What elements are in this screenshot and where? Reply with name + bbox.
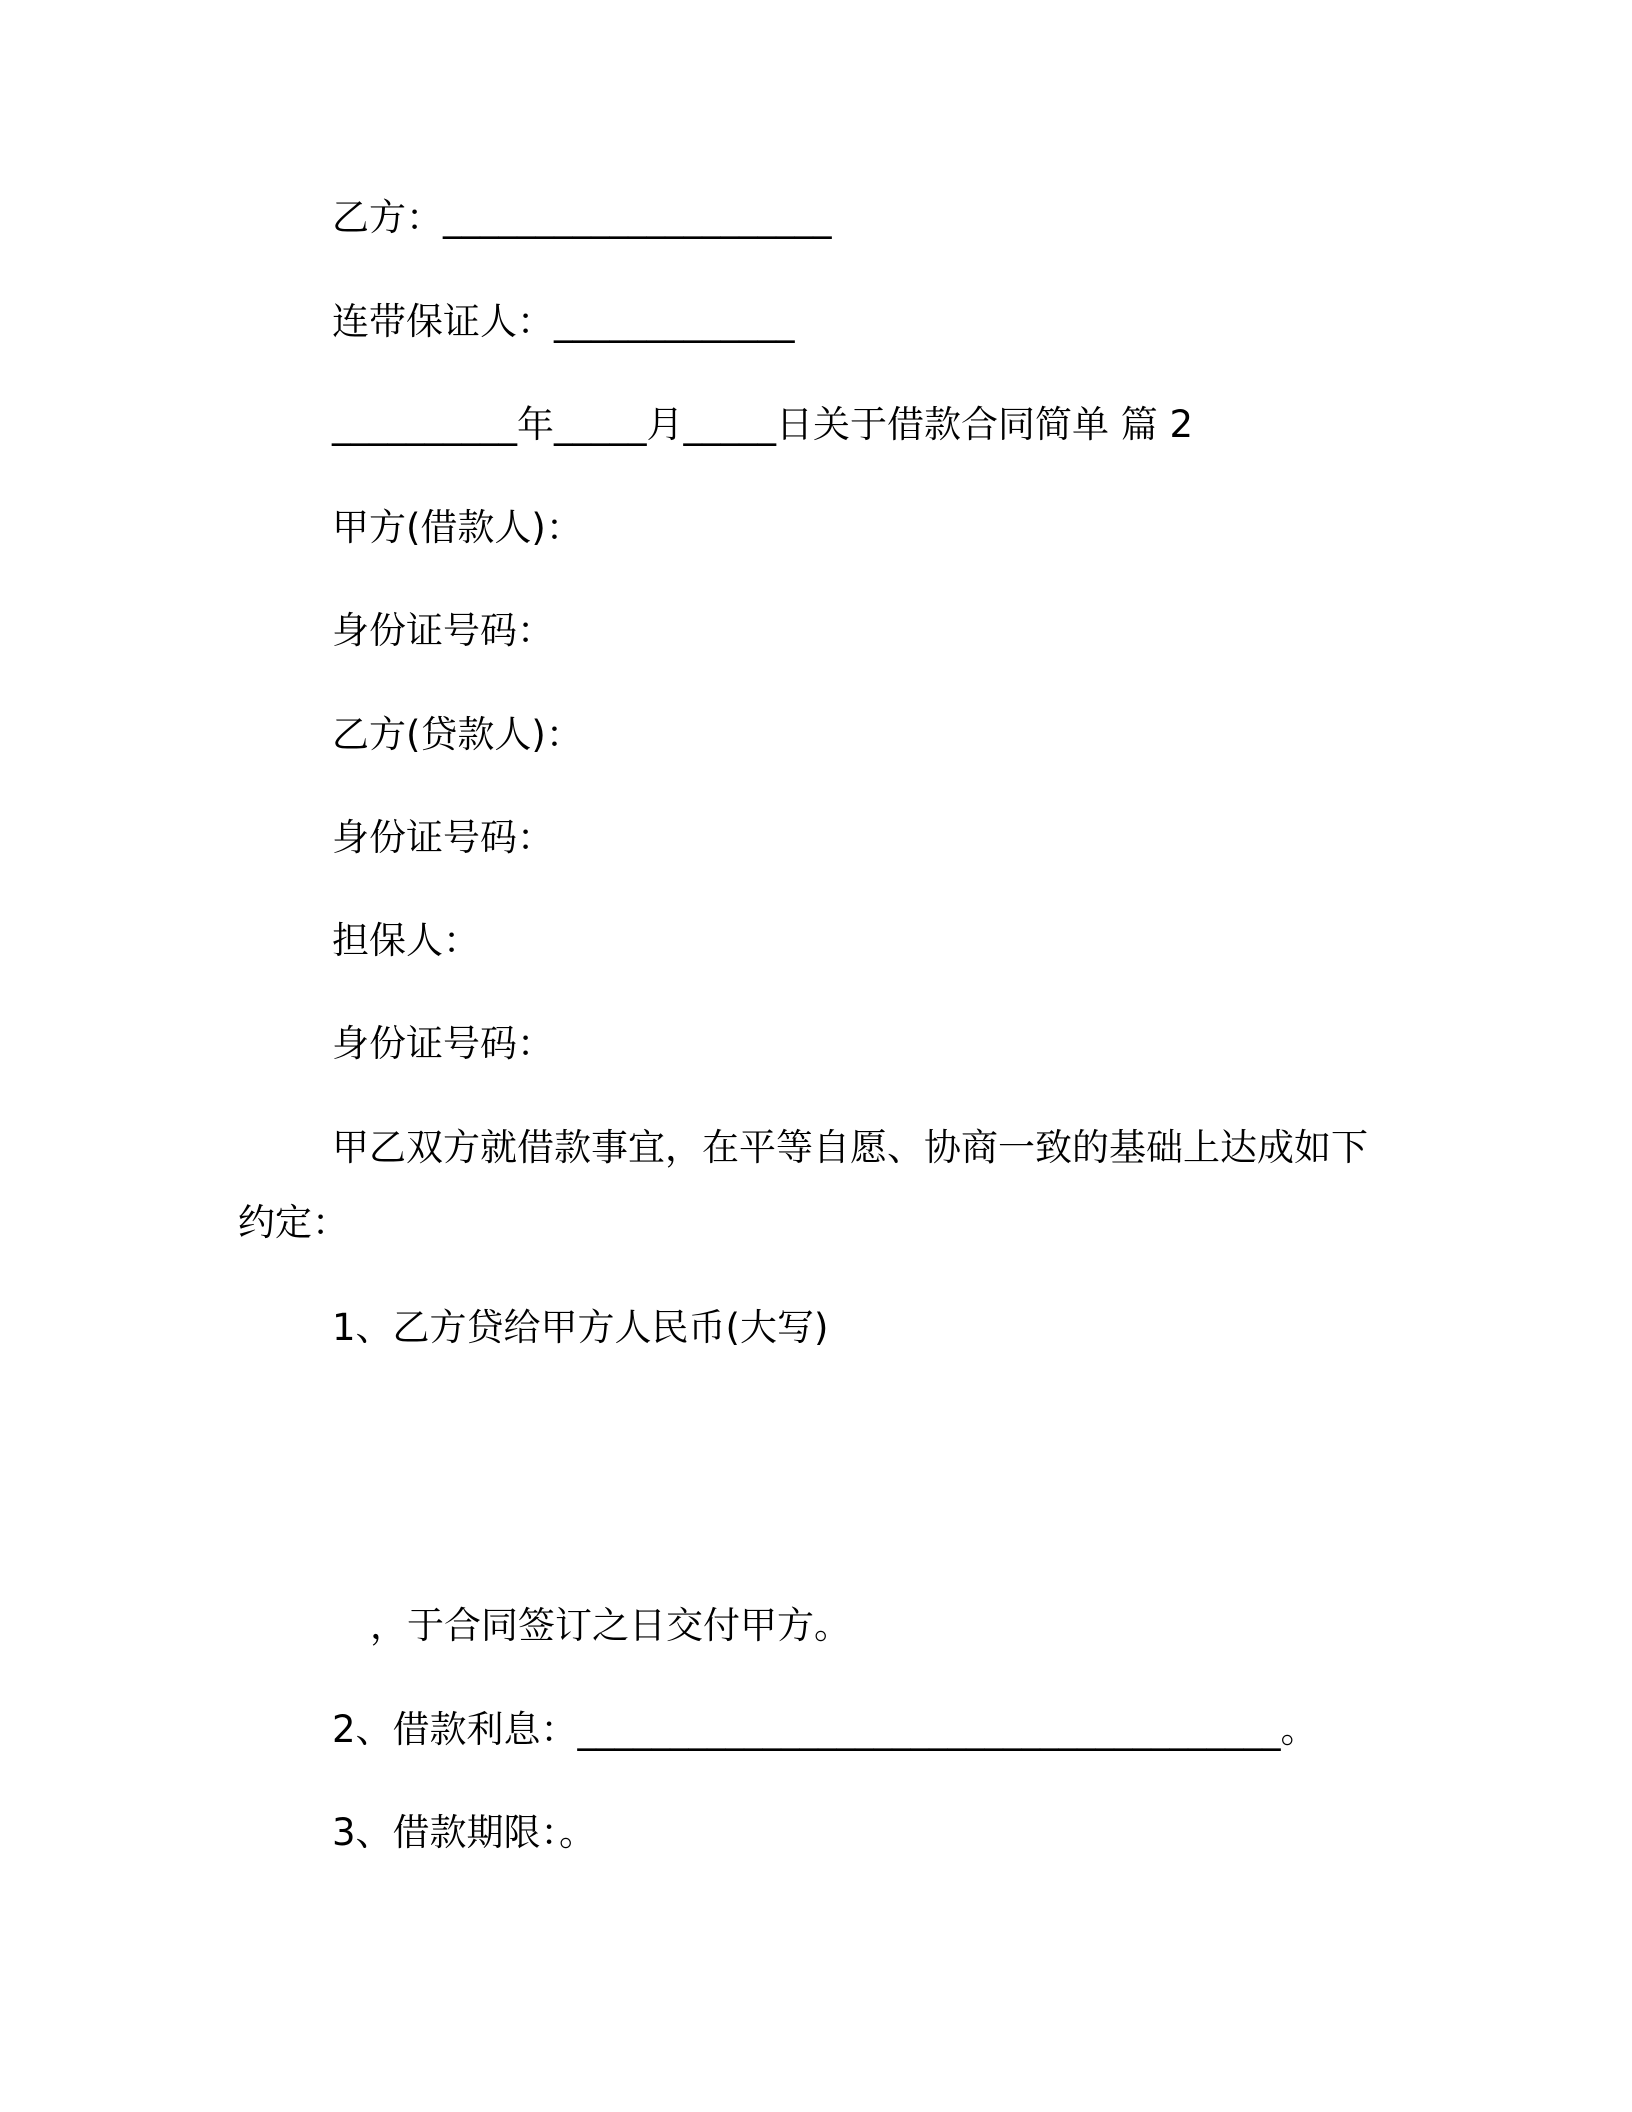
- party-b-lender-line: 乙方(贷款人)：: [332, 713, 583, 756]
- clause-1-line: 1、乙方贷给甲方人民币(大写): [332, 1306, 829, 1349]
- agreement-paragraph-line-2: 约定：: [238, 1201, 349, 1244]
- clause-2-line: 2、借款利息：______________________________________。: [332, 1708, 1318, 1751]
- guarantor-person-line: 担保人：: [332, 919, 480, 962]
- clause-1-continuation: ，于合同签订之日交付甲方。: [370, 1604, 851, 1647]
- id-number-line-2: 身份证号码：: [332, 816, 554, 859]
- date-title-line: __________年_____月_____日关于借款合同简单 篇 2: [332, 403, 1194, 446]
- party-a-borrower-line: 甲方(借款人)：: [332, 506, 583, 549]
- clause-3-line: 3、借款期限：。: [332, 1811, 597, 1854]
- id-number-line-1: 身份证号码：: [332, 609, 554, 652]
- party-b-line: 乙方：_____________________: [332, 196, 832, 239]
- guarantor-line: 连带保证人：_____________: [332, 300, 795, 343]
- id-number-line-3: 身份证号码：: [332, 1022, 554, 1065]
- agreement-paragraph-line-1: 甲乙双方就借款事宜，在平等自愿、协商一致的基础上达成如下: [332, 1126, 1368, 1169]
